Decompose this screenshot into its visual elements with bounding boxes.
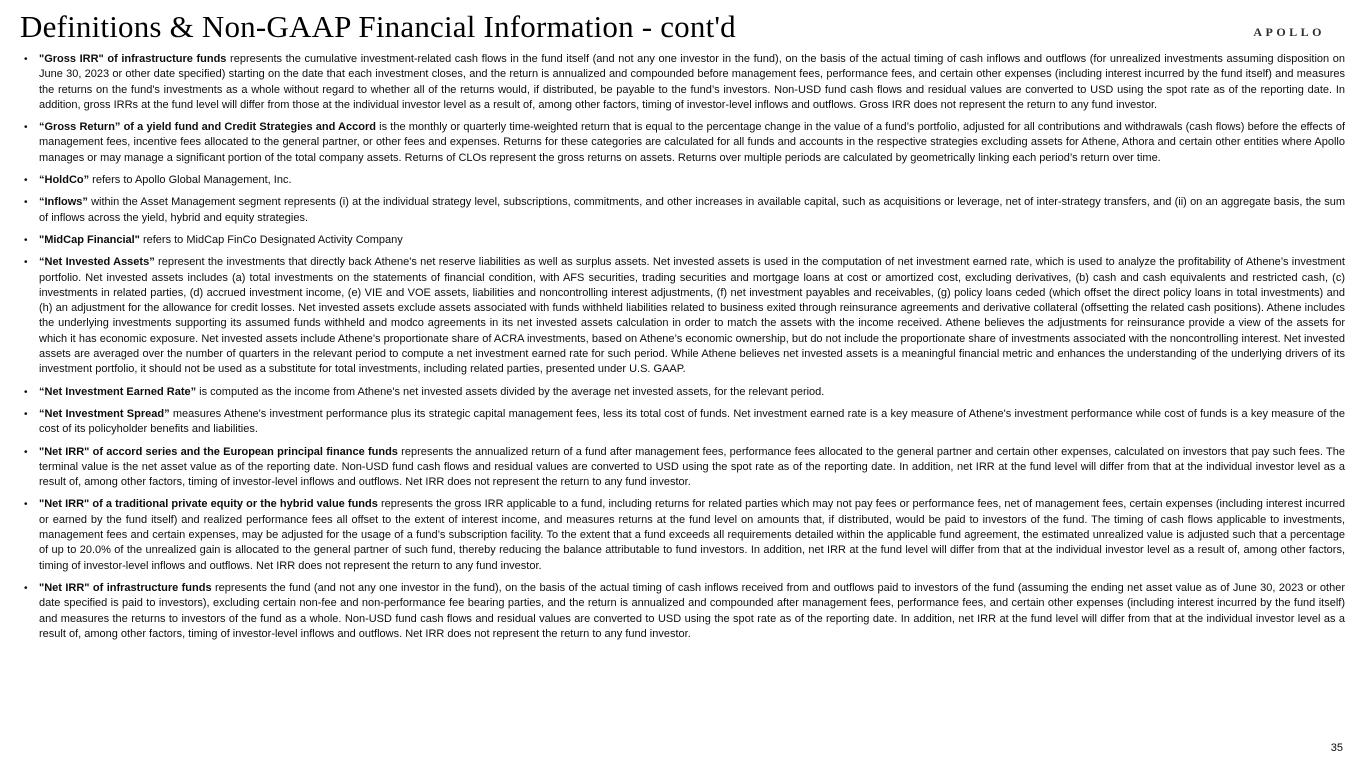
bullet-icon: • — [24, 499, 28, 511]
definition-text: is computed as the income from Athene's net invested assets divided by the average net invested assets, for the relevant period. — [196, 385, 825, 398]
definition-item — [20, 407, 1345, 438]
definition-term: “Net Investment Earned Rate” — [39, 385, 197, 398]
definitions-list — [0, 52, 1365, 642]
page-title: Definitions & Non-GAAP Financial Information - cont'd — [20, 9, 736, 44]
definition-text: within the Asset Management segment represents (i) at the individual strategy level, subscriptions, commitments, and other increases in available capital, such as acquisitions or leverage, net of inter-strategy transfers, and (ii) on an aggregate basis, the sum of inflows across the yield, hybrid and equity strategies. — [39, 196, 1345, 224]
bullet-icon: • — [24, 122, 28, 134]
definition-item — [20, 120, 1345, 166]
definition-item — [20, 497, 1345, 573]
bullet-icon: • — [24, 54, 28, 65]
definition-term: "Gross IRR" of infrastructure funds — [39, 53, 227, 65]
definition-text: measures Athene's investment performance plus its strategic capital management fees, less its total cost of funds. Net investment earned rate is a key measure of Athene's investment performance while cost of funds is a key measure of the cost of its policyholder benefits and liabilities. — [39, 407, 1345, 436]
definition-term: “Gross Return” of a yield fund and Credit Strategies and Accord — [39, 121, 376, 134]
definition-item — [20, 195, 1345, 226]
definition-item — [20, 385, 1345, 400]
definition-text: refers to MidCap FinCo Designated Activity Company — [139, 233, 403, 246]
definition-term: “Net Invested Assets” — [39, 256, 155, 269]
bullet-icon: • — [24, 386, 28, 398]
definition-term: “Net Investment Spread” — [39, 407, 170, 420]
definition-text: refers to Apollo Global Management, Inc. — [89, 174, 292, 187]
definition-item — [20, 173, 1345, 188]
slide-header — [0, 0, 1365, 44]
definition-text: represents the cumulative investment-related cash flows in the fund itself (and not any one investor in the fund), on the basis of the actual timing of cash inflows and outflows (for unrealized investments assuming disposition on June 30, 2023 or other date specified) starting on the date that each investment closes, and the return is annualized and compounded before management fees, performance fees, and certain other expenses (including interest incurred by the fund itself) and measures the returns on the fund's investments as a whole without regard to whether all of the returns would, if distributed, be payable to the fund’s investors. Non-USD fund cash flows and residual values are converted to USD using the spot rate as of the reporting date. In addition, gross IRRs at the fund level will differ from those at the individual investor level as a result of, among other factors, timing of investor-level inflows and outflows. Gross IRR does not represent the return to any fund investor. — [39, 53, 1345, 111]
definition-term: "Net IRR" of infrastructure funds — [39, 581, 212, 594]
definition-text: is the monthly or quarterly time-weighted return that is equal to the percentage change in the value of a fund’s portfolio, adjusted for all contributions and withdrawals (cash flows) before the effects of management fees, incentive fees allocated to the general partner, or other fees and expenses. Returns for these categories are calculated for all funds and accounts in the respective strategies excluding assets for Athene, Athora and certain other entities where Apollo manages or may manage a significant portion of the total company assets. Returns of CLOs represent the gross returns on assets. Returns over multiple periods are calculated by geometrically linking each period’s return over time. — [39, 121, 1345, 164]
definition-item — [20, 255, 1345, 377]
definition-item — [20, 445, 1345, 491]
bullet-icon: • — [24, 175, 28, 187]
definition-item — [20, 52, 1345, 113]
bullet-icon: • — [24, 446, 28, 458]
definition-term: “Inflows” — [39, 196, 88, 209]
definition-term: “HoldCo” — [39, 174, 90, 187]
definition-item — [20, 233, 1345, 248]
definition-item — [20, 581, 1345, 642]
definition-text: represent the investments that directly back Athene's net reserve liabilities as well as surplus assets. Net invested assets is used in the computation of net investment earned rate, which is used to analyze the profitability of Athene’s investment portfolio. Net invested assets includes (a) total investments on the statements of financial condition, with AFS securities, trading securities and mortgage loans at cost or amortized cost, excluding derivatives, (b) cash and cash equivalents and restricted cash, (c) investments in related parties, (d) accrued investment income, (e) VIE and VOE assets, liabilities and noncontrolling interest adjustments, (f) net investment payables and receivables, (g) policy loans ceded (which offset the direct policy loans in total investments) and (h) an adjustment for the allowance for credit losses. Net invested assets exclude assets associated with funds withheld liabilities related to business exited through reinsurance agreements and derivative collateral (offsetting the related cash positions). Athene includes the underlying investments supporting its assumed funds withheld and modco agreements in its net invested assets calculation in order to match the assets with the income received. Athene believes the adjustments for reinsurance provide a view of the assets for which it has economic exposure. Net invested assets include Athene’s proportionate share of ACRA investments, based on Athene’s economic ownership, but do not include the proportionate share of investments associated with the noncontrolling interest. Net invested assets are averaged over the number of quarters in the relevant period to compute a net investment earned rate for such period. While Athene believes net invested assets is a meaningful financial metric and enhances the understanding of the underlying drivers of its investment portfolio, it should not be used as a substitute for total investments, including related parties, presented under U.S. GAAP. — [39, 256, 1345, 376]
definition-term: "Net IRR" of a traditional private equity or the hybrid value funds — [39, 498, 378, 511]
bullet-icon: • — [24, 582, 28, 594]
bullet-icon: • — [24, 234, 28, 246]
definition-text: represents the gross IRR applicable to a fund, including returns for related parties which may not pay fees or performance fees, net of management fees, certain expenses (including interest incurred or earned by the fund itself) and realized performance fees all offset to the extent of interest income, and measures returns at the fund level on amounts that, if distributed, would be paid to investors of the fund. The timing of cash flows applicable to investments, management fees and certain expenses, may be adjusted for the usage of a fund’s subscription facility. To the extent that a fund exceeds all requirements detailed within the applicable fund agreement, the estimated unrealized value is adjusted such that a percentage of up to 20.0% of the unrealized gain is allocated to the general partner of such fund, thereby reducing the balance attributable to fund investors. In addition, net IRR at the fund level will differ from that at the individual investor level as a result of, among other factors, timing of investor-level inflows and outflows. Net IRR does not represent the return to any fund investor. — [39, 498, 1345, 572]
definition-text: represents the fund (and not any one investor in the fund), on the basis of the actual timing of cash inflows received from and outflows paid to investors of the fund (assuming the ending net asset value as of June 30, 2023 or other date specified is paid to investors), excluding certain non-fee and non-performance fee bearing parties, and the return is annualized and compounded after management fees, performance fees, and certain other expenses (including interest incurred by the fund itself) and measures the returns to investors of the fund as a whole. Non-USD fund cash flows and residual values are converted to USD using the spot rate as of the reporting date. In addition, net IRR at the fund level will differ from that at the individual investor level as a result of, among other factors, timing of investor-level inflows and outflows. Net IRR does not represent the return to any fund investor. — [39, 581, 1345, 640]
definition-term: "Net IRR" of accord series and the European principal finance funds — [39, 445, 398, 458]
bullet-icon: • — [24, 257, 28, 269]
definition-text: represents the annualized return of a fund after management fees, performance fees allocated to the general partner and certain other expenses, calculated on investors that pay such fees. The terminal value is the net asset value as of the reporting date. Non-USD fund cash flows and residual values are converted to USD using the spot rate as of the reporting date. In addition, net IRR at the fund level will differ from that at the individual investor level as a result of, among other factors, timing of investor-level inflows and outflows. Net IRR does not represent the return to any fund investor. — [39, 445, 1345, 489]
bullet-icon: • — [24, 408, 28, 420]
apollo-logo: APOLLO — [1253, 25, 1325, 39]
page-number: 35 — [1330, 742, 1343, 754]
definition-term: "MidCap Financial" — [39, 233, 140, 246]
bullet-icon: • — [24, 197, 28, 209]
